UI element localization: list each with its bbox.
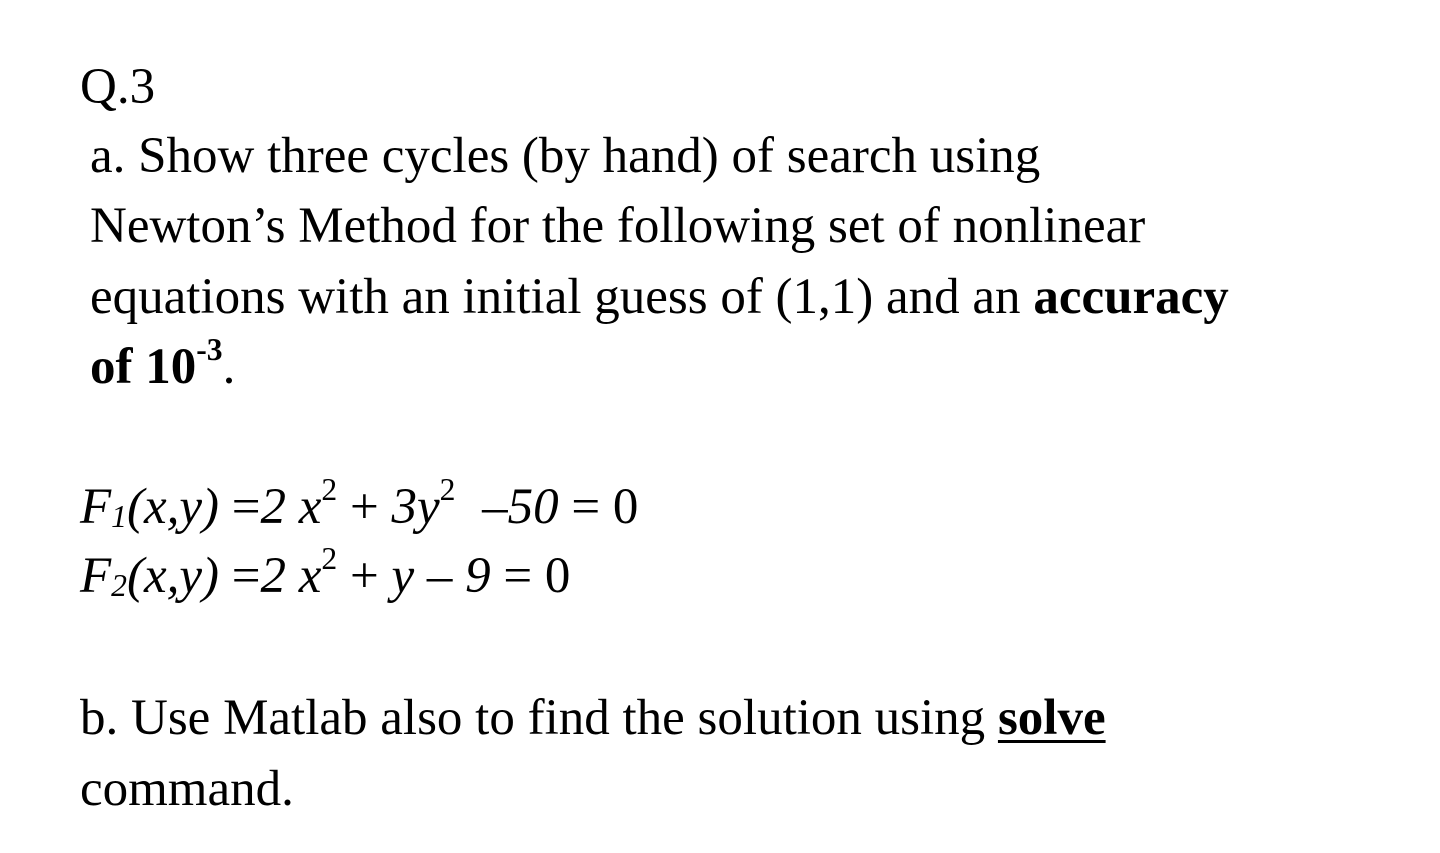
- accuracy-value: of 10: [90, 339, 197, 395]
- f1-term-2: 3y: [391, 479, 440, 535]
- solve-command: solve: [997, 690, 1106, 746]
- f2-args: (x,y): [126, 548, 219, 604]
- f1-constant: –50: [469, 479, 559, 535]
- f2-term-1: 2 x: [260, 548, 322, 604]
- part-b-line-1-text: b. Use Matlab also to find the solution using: [80, 690, 998, 746]
- f2-term-2: y: [391, 548, 415, 604]
- part-a-line-4-end: .: [222, 339, 236, 395]
- part-b-line-1: [80, 689, 1106, 747]
- part-a-line-3: [90, 268, 1229, 326]
- f2-plus: +: [337, 548, 392, 604]
- f2-term-1-exp: 2: [321, 541, 338, 577]
- f2-define-sign: =: [218, 548, 261, 604]
- f1-define-sign: =: [218, 479, 261, 535]
- f1-term-2-exp: 2: [439, 472, 456, 508]
- part-a-line-1: a. Show three cycles (by hand) of search using: [90, 128, 1041, 184]
- f2-rhs: = 0: [490, 548, 571, 604]
- accuracy-keyword: accuracy: [1033, 269, 1229, 325]
- accuracy-exponent: -3: [196, 332, 223, 368]
- part-a-line-2: Newton’s Method for the following set of nonlinear: [90, 198, 1146, 254]
- part-a-line-3-text: equations with an initial guess of (1,1) and an: [90, 269, 1034, 325]
- f1-term-1-exp: 2: [321, 472, 338, 508]
- f1-name: F: [80, 479, 112, 535]
- f1-plus: +: [337, 479, 392, 535]
- f2-constant: – 9: [414, 548, 491, 604]
- equation-f1: [80, 472, 639, 536]
- f2-name: F: [80, 548, 112, 604]
- f1-term-1: 2 x: [260, 479, 322, 535]
- f1-args: (x,y): [126, 479, 219, 535]
- part-b-line-2: command.: [80, 761, 294, 817]
- f2-subscript: 2: [111, 567, 127, 603]
- question-number: Q.3: [80, 59, 156, 115]
- equation-f2: [80, 541, 571, 605]
- f1-rhs: = 0: [558, 479, 639, 535]
- f1-subscript: 1: [111, 498, 127, 534]
- part-a-line-4: [90, 332, 236, 396]
